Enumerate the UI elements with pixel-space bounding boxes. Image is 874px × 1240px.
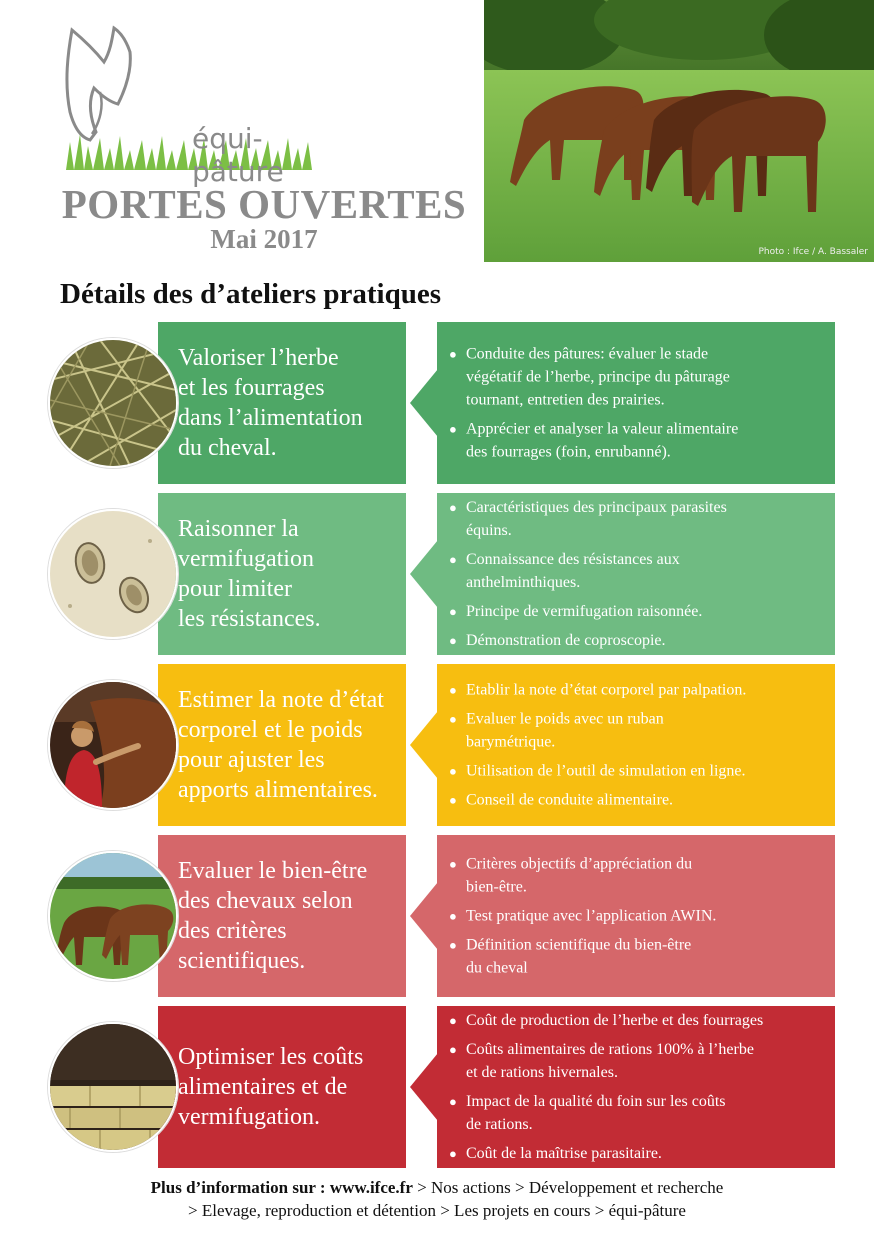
hay-bales-photo — [48, 1022, 178, 1152]
workshop-title: Evaluer le bien-être des chevaux selon des critères scientifiques. — [178, 858, 368, 974]
workshop-details-list — [449, 496, 831, 652]
workshop-title-panel — [158, 835, 406, 997]
photo-credit: Photo : Ifce / A. Bassaler — [758, 247, 868, 257]
workshop-details-list — [449, 679, 831, 812]
hay-bales-image-icon — [50, 1024, 176, 1150]
workshop-title-panel — [158, 322, 406, 484]
workshop-row-welfare — [0, 835, 874, 997]
horses-grazing-photo — [484, 0, 874, 262]
footer-path-1: > Nos actions > Développement et recherche — [412, 1178, 724, 1197]
hay-photo — [48, 338, 178, 468]
workshop-details-panel — [437, 1006, 835, 1168]
workshop-title: Valoriser l’herbe et les fourrages dans l’alimentation du cheval. — [178, 345, 363, 461]
workshop-title: Raisonner la vermifugation pour limiter les résistances. — [178, 516, 321, 632]
woman-horse-image-icon — [50, 682, 176, 808]
workshop-details-list — [449, 343, 831, 464]
workshop-row-costs — [0, 1006, 874, 1168]
hay-image-icon — [50, 340, 176, 466]
horses-field-image-icon — [50, 853, 176, 979]
list-item: ● Test pratique avec l’application AWIN. — [449, 905, 831, 928]
footer-path-2: > Elevage, reproduction et détention > Les projets en cours > équi-pâture — [188, 1201, 686, 1220]
workshop-row-forage — [0, 322, 874, 484]
workshop-details-panel — [437, 835, 835, 997]
list-item: ● Evaluer le poids avec un ruban barymétrique. — [449, 708, 831, 754]
palpation-photo — [48, 680, 178, 810]
logo-text: équi-pâture — [192, 122, 284, 188]
workshop-title: Optimiser les coûts alimentaires et de vermifugation. — [178, 1044, 364, 1130]
page-subtitle: Mai 2017 — [210, 224, 318, 254]
list-item: ● Définition scientifique du bien-être du cheval — [449, 934, 831, 980]
callout-arrow — [410, 540, 438, 608]
list-item: ● Coût de production de l’herbe et des fourrages — [449, 1009, 831, 1032]
list-item: ● Impact de la qualité du foin sur les coûts de rations. — [449, 1090, 831, 1136]
workshop-title: Estimer la note d’état corporel et le poids pour ajuster les apports alimentaires. — [178, 687, 384, 803]
workshop-details-panel — [437, 664, 835, 826]
list-item: ● Apprécier et analyser la valeur alimentaire des fourrages (foin, enrubanné). — [449, 418, 831, 464]
list-item: ● Conduite des pâtures: évaluer le stade végétatif de l’herbe, principe du pâturage tournant, entretien des prairies. — [449, 343, 831, 412]
workshop-row-deworming — [0, 493, 874, 655]
callout-arrow — [410, 1053, 438, 1121]
parasite-eggs-photo — [48, 509, 178, 639]
list-item: ● Conseil de conduite alimentaire. — [449, 789, 831, 812]
workshop-details-panel — [437, 322, 835, 484]
workshop-details-list — [449, 853, 831, 980]
microscope-eggs-image-icon — [50, 511, 176, 637]
section-heading: Détails des d’ateliers pratiques — [60, 278, 441, 310]
workshop-details-list — [449, 1009, 831, 1165]
list-item: ● Coûts alimentaires de rations 100% à l’herbe et de rations hivernales. — [449, 1038, 831, 1084]
list-item: ● Coût de la maîtrise parasitaire. — [449, 1142, 831, 1165]
list-item: ● Caractéristiques des principaux parasites équins. — [449, 496, 831, 542]
callout-arrow — [410, 711, 438, 779]
callout-arrow — [410, 882, 438, 950]
list-item: ● Démonstration de coproscopie. — [449, 629, 831, 652]
horses-field-photo — [48, 851, 178, 981]
list-item: ● Etablir la note d’état corporel par palpation. — [449, 679, 831, 702]
footer-lead: Plus d’information sur : www.ifce.fr — [150, 1178, 413, 1197]
workshop-row-body-condition — [0, 664, 874, 826]
footer-more-info — [0, 1176, 874, 1222]
callout-arrow — [410, 369, 438, 437]
footer-line-1 — [0, 1176, 874, 1199]
workshop-title-panel — [158, 664, 406, 826]
list-item: ● Principe de vermifugation raisonnée. — [449, 600, 831, 623]
page-title: PORTES OUVERTES — [61, 181, 467, 227]
horses-grazing-image-icon — [484, 0, 874, 262]
workshop-title-panel — [158, 1006, 406, 1168]
list-item: ● Critères objectifs d’appréciation du bien-être. — [449, 853, 831, 899]
list-item: ● Utilisation de l’outil de simulation en ligne. — [449, 760, 831, 783]
workshop-details-panel — [437, 493, 835, 655]
workshop-title-panel — [158, 493, 406, 655]
equi-pature-logo — [60, 22, 320, 188]
list-item: ● Connaissance des résistances aux anthelminthiques. — [449, 548, 831, 594]
